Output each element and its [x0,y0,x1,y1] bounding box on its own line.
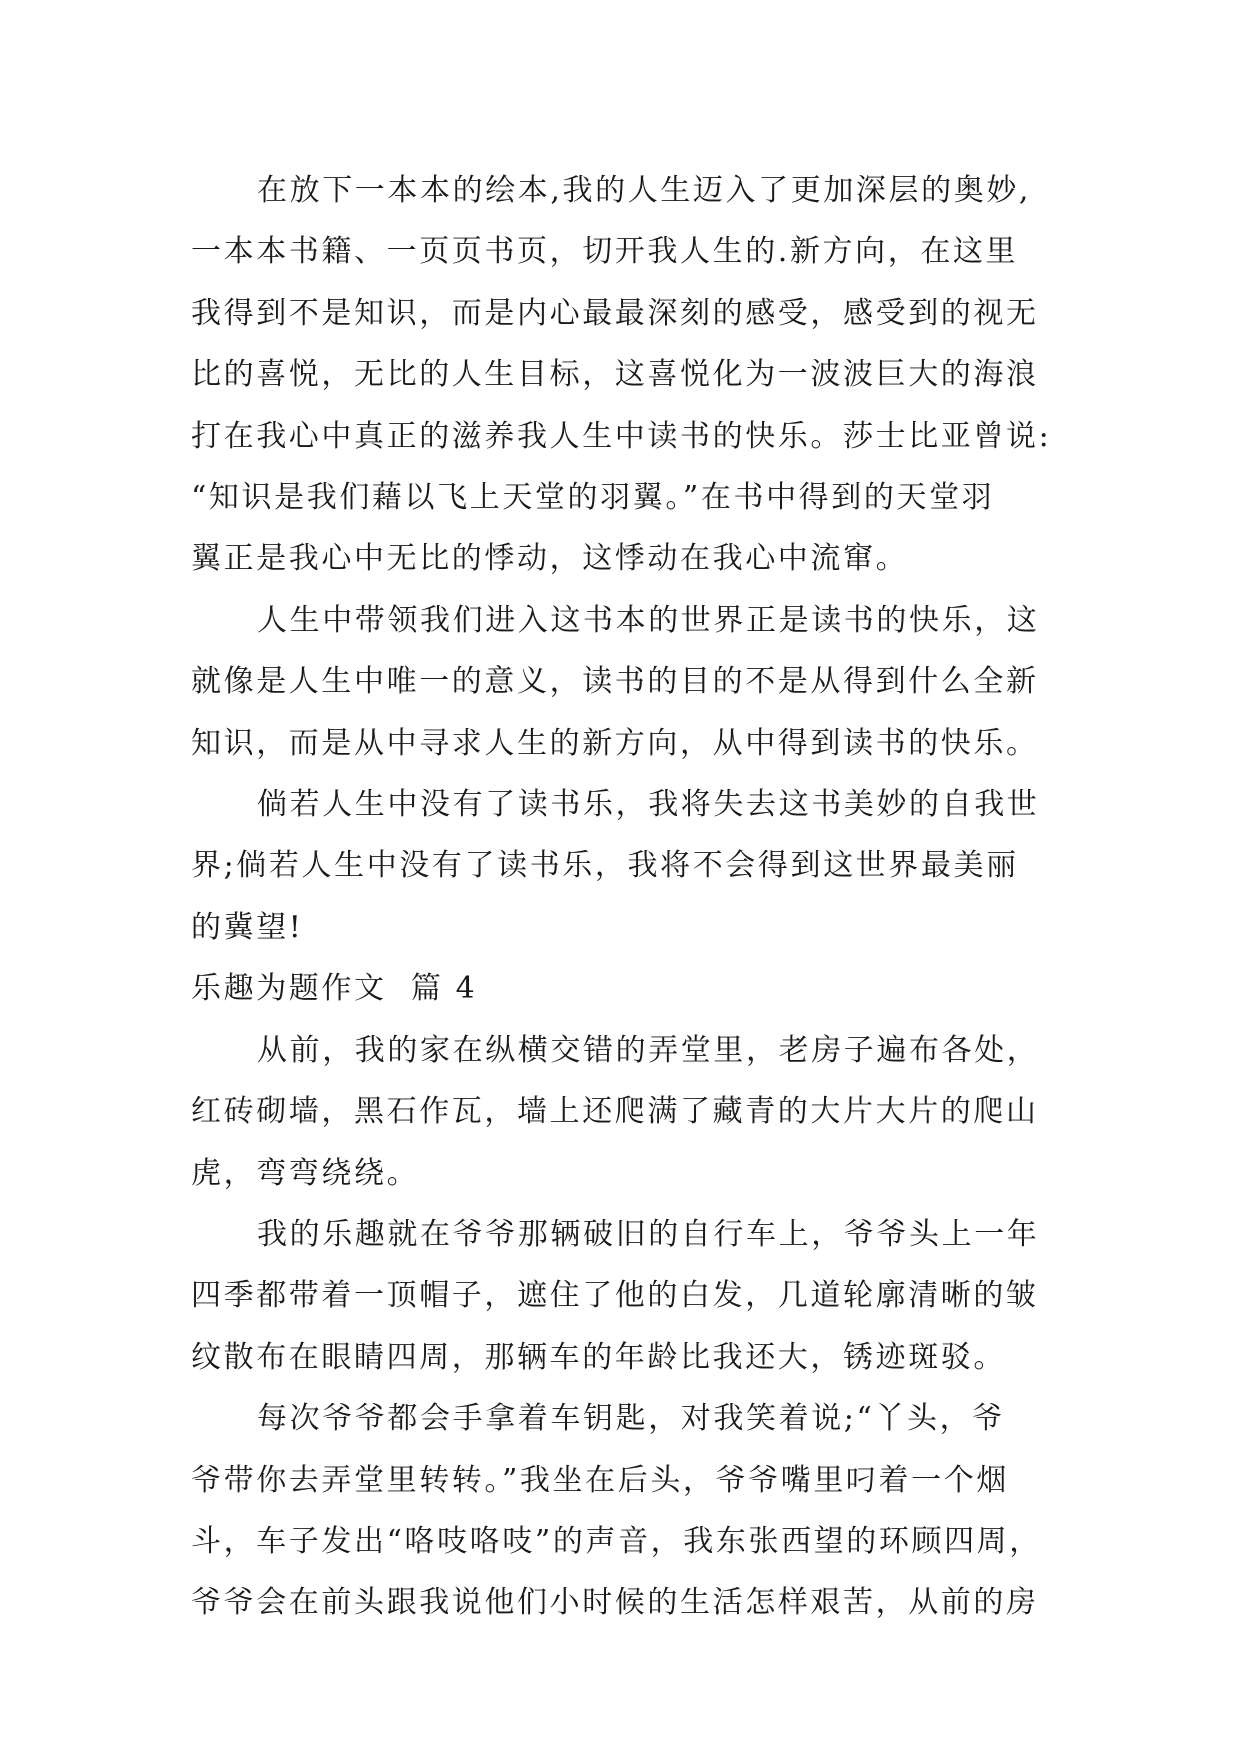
text-line: 斗，车子发出“咯吱咯吱”的声音，我东张西望的环顾四周， [191,1523,1042,1559]
text-line: 四季都带着一顶帽子，遮住了他的白发，几道轮廓清晰的皱 [191,1278,1039,1314]
text-line: 红砖砌墙，黑石作瓦，墙上还爬满了藏青的大片大片的爬山 [191,1094,1039,1130]
text-line: 打在我心中真正的滋养我人生中读书的快乐。莎士比亚曾说: [191,418,1052,454]
text-line: 人生中带领我们进入这书本的世界正是读书的快乐，这 [257,602,1040,638]
text-line: 爷带你去弄堂里转转。”我坐在后头，爷爷嘴里叼着一个烟 [191,1462,1009,1498]
paragraph-ride-together [191,1388,1091,1634]
text-line: “知识是我们藉以飞上天堂的羽翼。”在书中得到的天堂羽 [191,480,995,516]
section-heading [191,958,1091,1019]
text-line: 界;倘若人生中没有了读书乐，我将不会得到这世界最美丽 [191,848,1019,884]
text-line: 每次爷爷都会手拿着车钥匙，对我笑着说;“丫头，爷 [257,1401,1005,1437]
text-line: 知识，而是从中寻求人生的新方向，从中得到读书的快乐。 [191,725,1039,761]
paragraph-grandpa-bicycle [191,1204,1091,1388]
text-line: 就像是人生中唯一的意义，读书的目的不是从得到什么全新 [191,664,1039,700]
text-line: 一本本书籍、一页页书页，切开我人生的.新方向，在这里 [191,234,1019,270]
paragraph-reading-joy [191,160,1091,590]
text-line: 的冀望! [191,909,304,945]
text-line: 从前，我的家在纵横交错的弄堂里，老房子遍布各处， [257,1032,1040,1068]
heading-text: 乐趣为题作文 篇 4 [191,971,478,1007]
text-line: 比的喜悦，无比的人生目标，这喜悦化为一波波巨大的海浪 [191,357,1039,393]
text-line: 虎，弯弯绕绕。 [191,1155,420,1191]
paragraph-without-reading [191,774,1091,958]
text-line: 爷爷会在前头跟我说他们小时候的生活怎样艰苦，从前的房 [191,1585,1039,1621]
text-line: 在放下一本本的绘本,我的人生迈入了更加深层的奥妙, [257,173,1032,208]
text-line: 我的乐趣就在爷爷那辆破旧的自行车上，爷爷头上一年 [257,1216,1040,1252]
text-line: 倘若人生中没有了读书乐，我将失去这书美妙的自我世 [257,787,1040,823]
text-line: 我得到不是知识，而是内心最最深刻的感受，感受到的视无 [191,295,1039,331]
paragraph-life-meaning [191,590,1091,774]
text-line: 纹散布在眼睛四周，那辆车的年龄比我还大，锈迹斑驳。 [191,1339,1006,1375]
text-line: 翼正是我心中无比的悸动，这悸动在我心中流窜。 [191,541,909,577]
document-body [191,160,1091,1634]
paragraph-old-home [191,1020,1091,1204]
